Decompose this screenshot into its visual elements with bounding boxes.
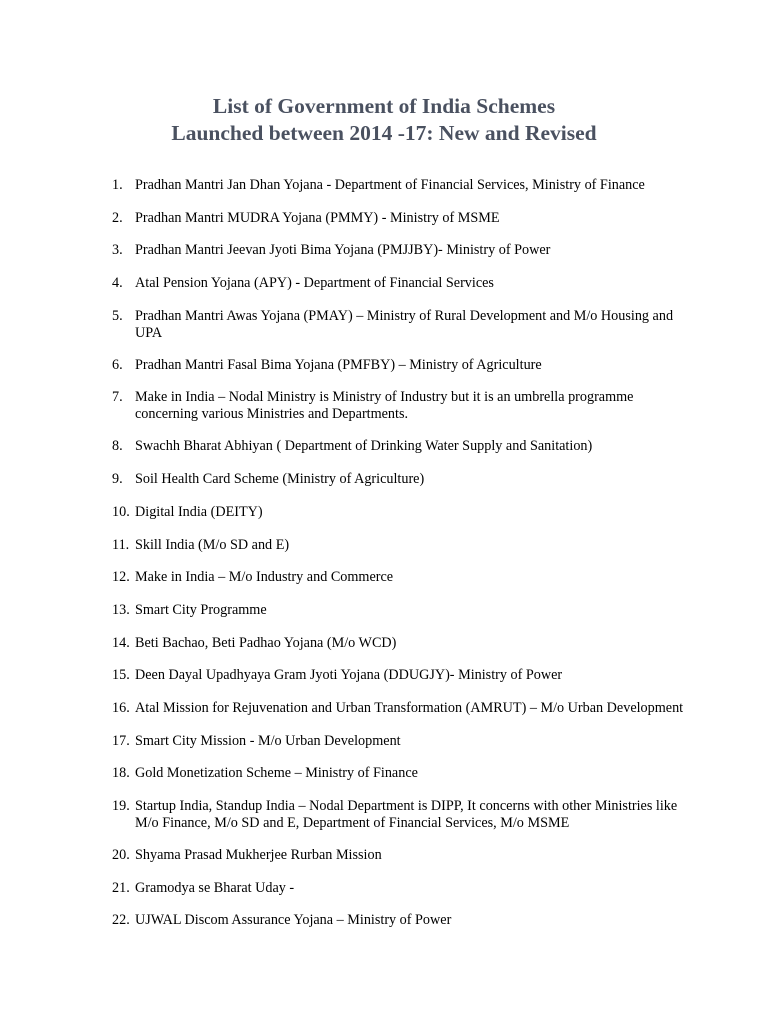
list-item-text: Pradhan Mantri MUDRA Yojana (PMMY) - Ministry of MSME [135,209,500,226]
list-item-text: Make in India – M/o Industry and Commerce [135,569,394,586]
list-item-number: 19. [112,798,130,814]
list-item-number: 21. [112,879,130,896]
scheme-list [112,177,692,945]
list-item-number: 7. [112,389,123,406]
list-item-number: 10. [112,503,130,520]
list-item [112,242,692,259]
list-item-text: Gold Monetization Scheme – Ministry of Finance [135,765,418,782]
list-item-text: Pradhan Mantri Jan Dhan Yojana - Department of Financial Services, Ministry of Finance [135,177,645,193]
list-item-text: Gramodya se Bharat Uday - [135,879,295,896]
title-line-2: Launched between 2014 -17: New and Revised [171,121,597,145]
list-item-text: Soil Health Card Scheme (Ministry of Agriculture) [135,471,425,488]
list-item [112,177,692,194]
list-item-text: Smart City Programme [135,601,267,618]
list-item-text: Atal Pension Yojana (APY) - Department of Financial Services [135,275,494,292]
list-item [112,765,692,782]
list-item-number: 15. [112,667,130,684]
list-item [112,210,692,227]
list-item [112,700,692,717]
list-item-number: 16. [112,699,130,716]
list-item-number: 8. [112,438,123,455]
list-item-number: 18. [112,765,130,782]
list-item [112,275,692,292]
list-item-number: 5. [112,307,123,324]
list-item-number: 20. [112,847,130,863]
list-item [112,389,692,423]
list-item-text: UJWAL Discom Assurance Yojana – Ministry of Power [135,912,452,929]
list-item-number: 22. [112,912,130,929]
list-item-text: Make in India – Nodal Ministry is Ministry of Industry but it is an umbrella programme concerning various Ministries and Departments. [135,389,634,423]
list-item [112,733,692,750]
list-item [112,537,692,554]
list-item [112,667,692,684]
list-item [112,471,692,488]
list-item [112,357,692,374]
list-item [112,569,692,586]
list-item-number: 17. [112,732,130,749]
list-item [112,912,692,929]
list-item [112,602,692,619]
list-item-number: 2. [112,209,123,226]
list-item-number: 11. [112,536,130,553]
list-item-number: 4. [112,275,123,292]
list-item-text: Beti Bachao, Beti Padhao Yojana (M/o WCD) [135,634,397,651]
list-item-text: Smart City Mission - M/o Urban Development [135,732,401,749]
list-item-text: Shyama Prasad Mukherjee Rurban Mission [135,847,382,863]
list-item-number: 3. [112,242,123,259]
list-item-text: Digital India (DEITY) [135,503,263,520]
list-item [112,504,692,521]
list-item [112,438,692,455]
list-item-text: Skill India (M/o SD and E) [135,536,290,553]
list-item [112,798,692,832]
list-item-text: Swachh Bharat Abhiyan ( Department of Drinking Water Supply and Sanitation) [135,438,593,455]
list-item-text: Pradhan Mantri Fasal Bima Yojana (PMFBY) – Ministry of Agriculture [135,356,542,373]
list-item [112,880,692,897]
list-item-text: Pradhan Mantri Awas Yojana (PMAY) – Ministry of Rural Development and M/o Housing and UPA [135,307,674,341]
title-line-1: List of Government of India Schemes [212,94,556,118]
list-item-number: 1. [112,177,123,193]
list-item-number: 9. [112,471,123,488]
list-item-number: 13. [112,601,130,618]
list-item [112,847,692,864]
list-item-text: Pradhan Mantri Jeevan Jyoti Bima Yojana (PMJJBY)- Ministry of Power [135,242,551,259]
list-item-text: Atal Mission for Rejuvenation and Urban Transformation (AMRUT) – M/o Urban Development [135,699,684,716]
list-item-text: Deen Dayal Upadhyaya Gram Jyoti Yojana (DDUGJY)- Ministry of Power [135,667,563,684]
list-item-number: 12. [112,569,130,586]
list-item-text: Startup India, Standup India – Nodal Department is DIPP, It concerns with other Ministries like M/o Finance, M/o SD and E, Department of Financial Services, M/o MSME [135,798,678,831]
page-title [0,93,768,147]
list-item [112,635,692,652]
list-item-number: 6. [112,356,123,373]
list-item [112,308,692,342]
list-item-number: 14. [112,634,130,651]
